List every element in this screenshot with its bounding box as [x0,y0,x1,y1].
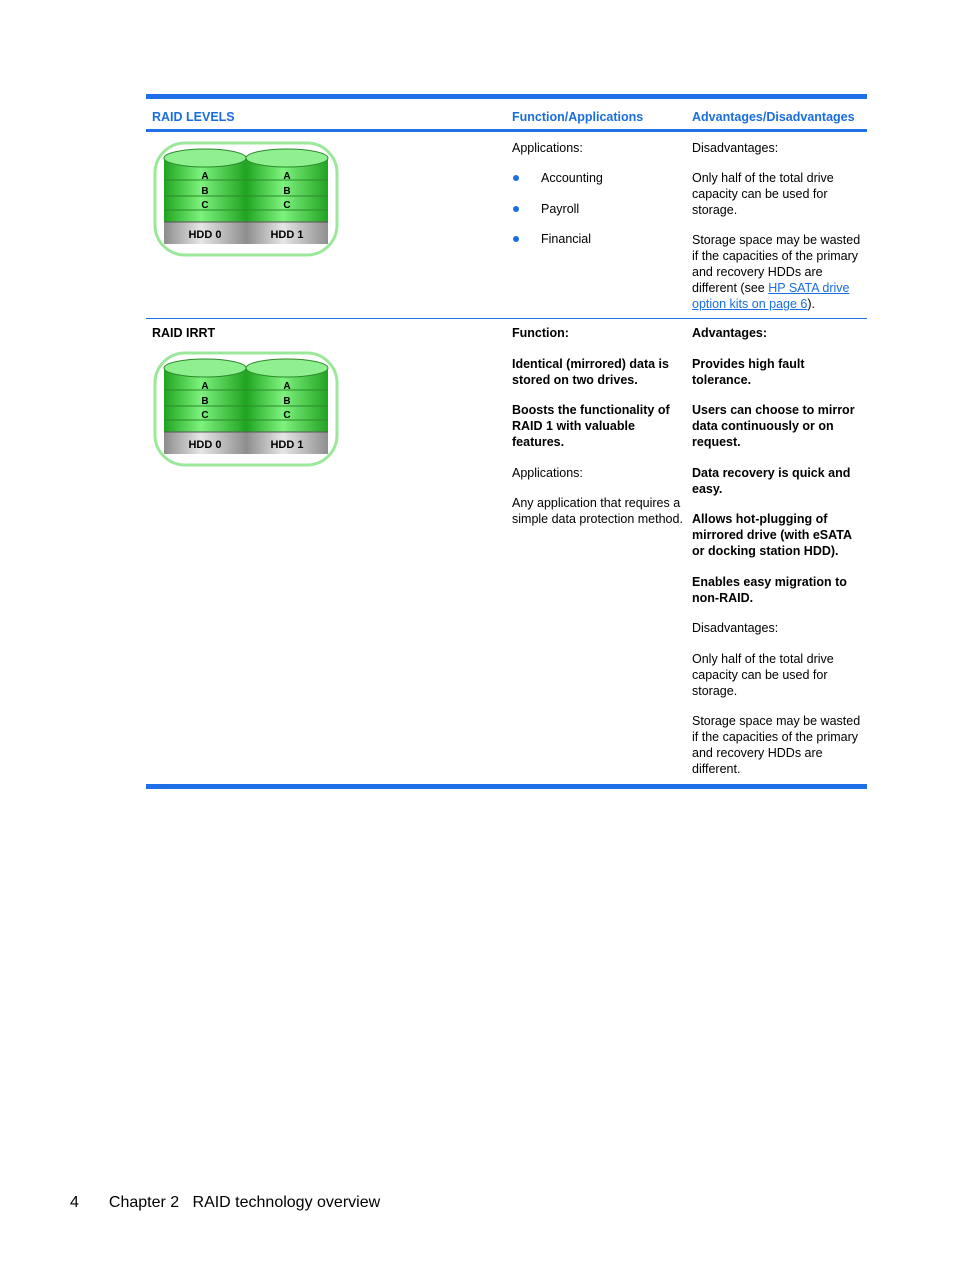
page-footer [70,1193,380,1213]
drive-hdd1 [246,149,328,244]
disadvantage-text-end: ). [807,297,816,311]
hdd1-block-b: B [283,186,291,197]
page-number: 4 [70,1194,79,1211]
applications-text: Any application that requires a simple data protection method. [512,496,683,526]
table-row [146,319,867,784]
raid-irrt-advantages-cell [692,325,864,777]
raid-levels-table [146,94,867,789]
advantage-text: Allows hot-plugging of mirrored drive (with eSATA or docking station HDD). [692,512,852,558]
disadvantage-text [692,232,864,312]
table-bottom-rule [146,784,867,789]
raid-irrt-function-cell [512,325,684,527]
disadvantages-heading: Disadvantages: [692,621,779,635]
raid-irrt-cell [152,325,502,472]
raid1-diagram-cell [152,140,502,262]
hdd0-block-c: C [201,200,209,211]
hp-sata-drive-link[interactable]: HP SATA drive option kits on page 6 [692,281,850,311]
drive-hdd1 [246,359,328,454]
header-advantages-disadvantages: Advantages/Disadvantages [692,110,855,124]
hdd0-block-b: B [201,186,209,197]
disadvantage-text: Storage space may be wasted if the capacities of the primary and recovery HDDs are different. [692,714,861,776]
hdd0-block-a: A [201,171,209,182]
raid1-function-cell [512,140,684,247]
drive-hdd0 [164,149,246,244]
hdd1-block-c: C [283,200,291,211]
chapter-title: Chapter 2 RAID technology overview [108,1194,381,1211]
hdd0-label: HDD 0 [188,439,222,451]
table-row [146,132,867,318]
function-heading: Function: [512,326,569,340]
hdd1-block-b: B [283,396,291,407]
disadvantage-text-start: Storage space may be wasted if the capacities of the primary and recovery HDDs are different (see [692,233,861,295]
hdd0-label: HDD 0 [188,229,222,241]
list-item: Accounting [512,170,684,186]
raid-irrt-title: RAID IRRT [152,326,216,340]
hdd1-block-a: A [283,171,291,182]
disadvantage-text: Only half of the total drive capacity can be used for storage. [692,652,834,698]
disadvantages-heading: Disadvantages: [692,141,779,155]
raid1-advantages-cell [692,140,864,312]
list-item: Financial [512,231,684,247]
function-text: Identical (mirrored) data is stored on two drives. [512,357,669,387]
hdd0-block-a: A [201,381,209,392]
hdd1-label: HDD 1 [270,439,304,451]
drive-hdd0 [164,359,246,454]
advantages-heading: Advantages: [692,326,768,340]
advantage-text: Data recovery is quick and easy. [692,466,851,496]
applications-heading: Applications: [512,466,583,480]
header-raid-levels: RAID LEVELS [152,110,235,124]
hdd0-block-c: C [201,410,209,421]
disadvantage-text: Only half of the total drive capacity can be used for storage. [692,171,834,217]
advantage-text: Enables easy migration to non-RAID. [692,575,847,605]
applications-heading: Applications: [512,141,583,155]
raid1-drive-diagram [152,140,340,258]
advantage-text: Provides high fault tolerance. [692,357,805,387]
advantage-text: Users can choose to mirror data continuously or on request. [692,403,855,449]
function-text: Boosts the functionality of RAID 1 with valuable features. [512,403,670,449]
hdd1-block-a: A [283,381,291,392]
table-header-row [146,99,867,129]
list-item: Payroll [512,201,684,217]
header-function-applications: Function/Applications [512,110,644,124]
raid-irrt-drive-diagram [152,350,340,468]
hdd1-block-c: C [283,410,291,421]
hdd1-label: HDD 1 [270,229,304,241]
hdd0-block-b: B [201,396,209,407]
